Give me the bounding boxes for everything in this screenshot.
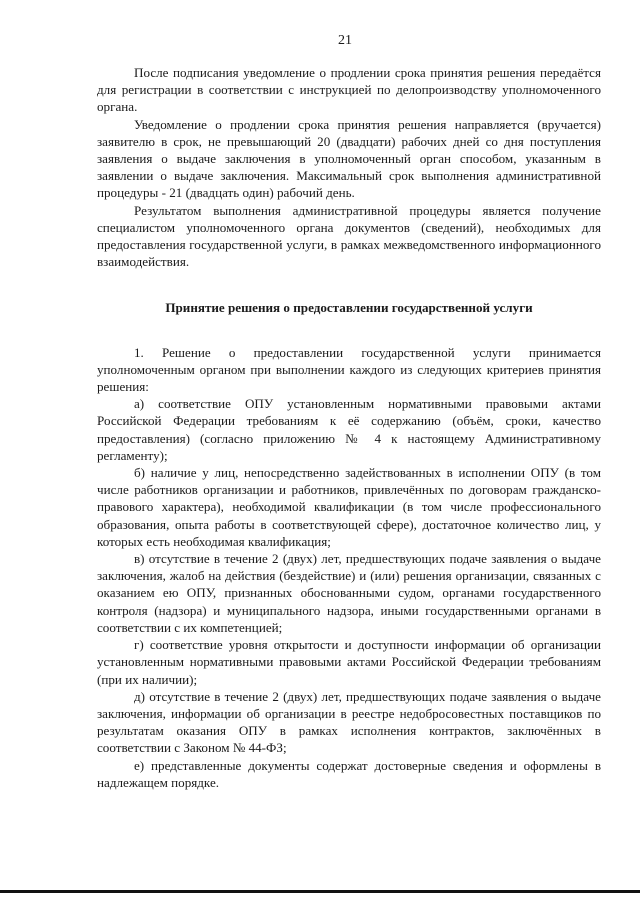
scan-edge-line bbox=[0, 890, 640, 893]
paragraph-result: Результатом выполнения административной процедуры является получение специалистом уполномоченного органа документов (сведений), необходимых для предоставления государственной услуги, в рамках межведомственного информационного взаимодействия. bbox=[97, 202, 601, 270]
criterion-a: а) соответствие ОПУ установленным нормативными правовыми актами Российской Федерации требованиям к её содержанию (объём, сроки, качество предоставления) (согласно приложению № 4 к настоящему Административному регламенту); bbox=[97, 396, 601, 463]
page-number: 21 bbox=[338, 33, 352, 48]
paragraph-notification: Уведомление о продлении срока принятия решения направляется (вручается) заявителю в срок, не превышающий 20 (двадцати) рабочих дней со дня поступления заявления о выдаче заключения в уполномоченный орган способом, указанным в заявлении о выдаче заключения. Максимальный срок выполнения административной процедуры - 21 (двадцать один) рабочий день. bbox=[97, 116, 601, 201]
criterion-v: в) отсутствие в течение 2 (двух) лет, предшествующих подаче заявления о выдаче заключения, жалоб на действия (бездействие) и (или) решения организации, связанных с оказанием ею ОПУ, признанных обоснованными судом, органами государственного контроля (надзора) и муниципального надзора, иными государственными органами в соответствии с их компетенцией; bbox=[97, 551, 601, 635]
paragraph-criteria-intro: 1. Решение о предоставлении государственной услуги принимается уполномоченным органом при выполнении каждого из следующих критериев принятия решения: bbox=[97, 344, 601, 395]
criterion-b: б) наличие у лиц, непосредственно задействованных в исполнении ОПУ (в том числе работников организации и работников, привлечённых по договорам гражданско-правового характера), необходимой квалификации (в том числе профессионального образования, опыта работы в соответствующей сфере), достаточное количество лиц, у которых есть необходимая квалификация; bbox=[97, 465, 601, 549]
criterion-d: д) отсутствие в течение 2 (двух) лет, предшествующих подаче заявления о выдаче заключения, информации об организации в реестре недобросовестных поставщиков по результатам оказания ОПУ в рамках исполнения контрактов, заключённых в соответствии с Законом № 44-ФЗ; bbox=[97, 688, 601, 756]
paragraph-registration: После подписания уведомление о продлении срока принятия решения передаётся для регистрации в соответствии с инструкцией по делопроизводству уполномоченного органа. bbox=[97, 65, 601, 115]
criterion-g: г) соответствие уровня открытости и доступности информации об организации установленным нормативными правовыми актами Российской Федерации требованиям (при их наличии); bbox=[97, 637, 601, 687]
document-body bbox=[97, 64, 601, 791]
section-heading: Принятие решения о предоставлении государственной услуги bbox=[165, 300, 533, 316]
criterion-e: е) представленные документы содержат достоверные сведения и оформлены в надлежащем порядке. bbox=[97, 757, 601, 790]
